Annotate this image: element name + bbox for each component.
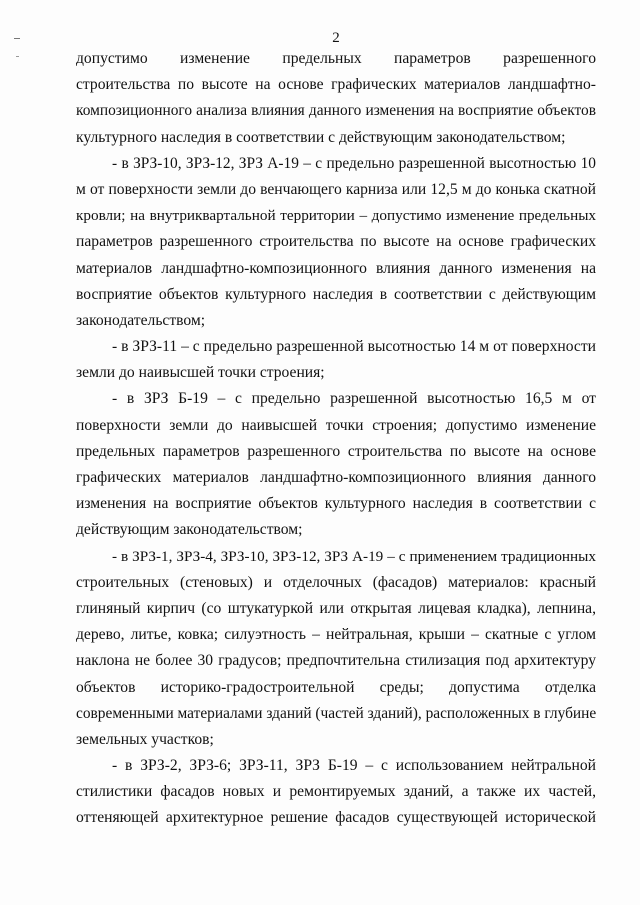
text-line: параметров разрешенного строительства по высоте на основе графических (76, 233, 596, 251)
text-line: восприятие объектов культурного наследия в соответствии с действующим (76, 285, 596, 303)
text-line: земельных участков; (76, 730, 214, 748)
text-line: действующим законодательством; (76, 521, 303, 539)
text-line: дерево, литье, ковка; силуэтность – нейтральная, крыши – скатные с углом (76, 626, 596, 644)
text-line: - в ЗРЗ Б-19 – с предельно разрешенной высотностью 16,5 м от (112, 390, 596, 408)
text-line: оттеняющей архитектурное решение фасадов существующей исторической (76, 809, 596, 827)
scan-margin-mark (16, 56, 19, 57)
text-line: наклона не более 30 градусов; предпочтительна стилизация под архитектуру (76, 652, 596, 670)
text-line: объектов историко-градостроительной среды; допустима отделка (76, 678, 596, 696)
text-line: земли до наивысшей точки строения; (76, 364, 325, 382)
text-line: строительства по высоте на основе графических материалов ландшафтно- (76, 76, 596, 94)
text-line: поверхности земли до наивысшей точки строения; допустимо изменение (76, 416, 596, 434)
text-line: стилистики фасадов новых и ремонтируемых зданий, а также их частей, (76, 783, 596, 801)
document-body (76, 46, 596, 832)
text-line: предельных параметров разрешенного строительства по высоте на основе (76, 442, 596, 460)
text-line: композиционного анализа влияния данного изменения на восприятие объектов (76, 102, 596, 120)
text-line: - в ЗРЗ-11 – с предельно разрешенной высотностью 14 м от поверхности (112, 338, 596, 356)
text-line: строительных (стеновых) и отделочных (фасадов) материалов: красный (76, 573, 596, 591)
text-line: материалов ландшафтно-композиционного влияния данного изменения на (76, 259, 596, 277)
text-line: м от поверхности земли до венчающего карниза или 12,5 м до конька скатной (76, 180, 596, 198)
text-line: изменения на восприятие объектов культурного наследия в соответствии с (76, 495, 596, 513)
text-line: - в ЗРЗ-10, ЗРЗ-12, ЗРЗ А-19 – с предельно разрешенной высотностью 10 (112, 154, 596, 172)
text-line: допустимо изменение предельных параметров разрешенного (76, 50, 596, 67)
page-number: 2 (332, 30, 340, 46)
text-line: графических материалов ландшафтно-композиционного влияния данного (76, 469, 596, 486)
text-line: современными материалами зданий (частей зданий), расположенных в глубине (76, 704, 596, 722)
text-line: законодательством; (76, 311, 206, 329)
text-line: культурного наследия в соответствии с действующим законодательством; (76, 128, 566, 146)
text-line: - в ЗРЗ-1, ЗРЗ-4, ЗРЗ-10, ЗРЗ-12, ЗРЗ А-19 – с применением традиционных (112, 547, 596, 565)
text-line: глиняный кирпич (со штукатуркой или открытая лицевая кладка), лепнина, (76, 599, 596, 617)
text-line: кровли; на внутриквартальной территории – допустимо изменение предельных (76, 207, 596, 225)
text-line: - в ЗРЗ-2, ЗРЗ-6; ЗРЗ-11, ЗРЗ Б-19 – с использованием нейтральной (112, 757, 596, 775)
